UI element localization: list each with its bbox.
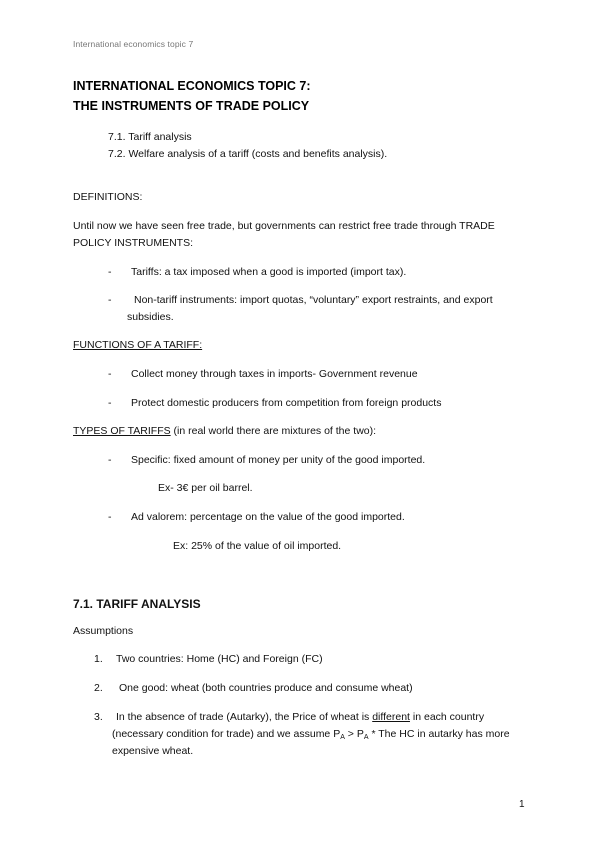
document-title-line-2: THE INSTRUMENTS OF TRADE POLICY — [73, 99, 310, 113]
type-ad-valorem: Ad valorem: percentage on the value of the good imported. — [131, 511, 405, 523]
running-header: International economics topic 7 — [73, 39, 194, 49]
toc-number: 7.2. — [108, 148, 126, 160]
toc-item-2 — [108, 148, 387, 160]
subscript: A — [340, 734, 345, 741]
bullet-dash: - — [108, 294, 112, 306]
assumption-number: 3. — [94, 711, 103, 723]
bullet-dash: - — [108, 266, 112, 278]
function-revenue: Collect money through taxes in imports- Government revenue — [131, 368, 418, 380]
bullet-dash: - — [108, 454, 112, 466]
toc-number: 7.1. — [108, 131, 126, 143]
type-ad-valorem-example: Ex: 25% of the value of oil imported. — [173, 540, 342, 552]
assumption-2: One good: wheat (both countries produce and consume wheat) — [119, 682, 413, 694]
assumptions-heading: Assumptions — [73, 625, 134, 637]
bullet-dash: - — [108, 368, 112, 380]
text-span: (necessary condition for trade) and we assume P — [112, 728, 341, 740]
assumption-3-line-2 — [112, 728, 510, 741]
assumption-1: Two countries: Home (HC) and Foreign (FC) — [116, 653, 323, 665]
assumption-number: 2. — [94, 682, 103, 694]
subscript: A — [363, 734, 369, 741]
text-span: * The HC in autarky has more — [368, 728, 510, 740]
assumption-3-line-3: expensive wheat. — [112, 745, 194, 757]
instrument-non-tariff: Non-tariff instruments: import quotas, “voluntary” export restraints, and export — [134, 294, 493, 306]
type-specific-example: Ex- 3€ per oil barrel. — [158, 482, 253, 494]
function-protect: Protect domestic producers from competition from foreign products — [131, 397, 442, 409]
page-number: 1 — [519, 799, 525, 810]
functions-heading: FUNCTIONS OF A TARIFF: — [73, 339, 203, 351]
types-heading-rest: (in real world there are mixtures of the two): — [170, 425, 377, 437]
assumption-3-line-1 — [116, 711, 484, 723]
toc-text: Tariff analysis — [128, 131, 192, 143]
text-span: > P — [344, 728, 364, 740]
assumption-number: 1. — [94, 653, 103, 665]
text-span: in each country — [409, 711, 485, 723]
toc-item-1 — [108, 131, 192, 143]
types-heading — [73, 425, 376, 437]
types-heading-underlined: TYPES OF TARIFFS — [73, 425, 171, 437]
document-title-line-1: INTERNATIONAL ECONOMICS TOPIC 7: — [73, 79, 311, 93]
text-span: In the absence of trade (Autarky), the Price of wheat is — [116, 711, 373, 723]
definitions-heading: DEFINITIONS: — [73, 191, 143, 203]
instrument-non-tariff-cont: subsidies. — [127, 311, 174, 323]
section-heading: 7.1. TARIFF ANALYSIS — [73, 597, 201, 611]
intro-line-2: POLICY INSTRUMENTS: — [73, 237, 193, 249]
toc-text: Welfare analysis of a tariff (costs and benefits analysis). — [128, 148, 388, 160]
underlined-word: different — [372, 711, 410, 723]
bullet-dash: - — [108, 511, 112, 523]
instrument-tariffs: Tariffs: a tax imposed when a good is imported (import tax). — [131, 266, 407, 278]
type-specific: Specific: fixed amount of money per unity of the good imported. — [131, 454, 426, 466]
bullet-dash: - — [108, 397, 112, 409]
intro-line-1: Until now we have seen free trade, but governments can restrict free trade through TRADE — [73, 220, 495, 232]
